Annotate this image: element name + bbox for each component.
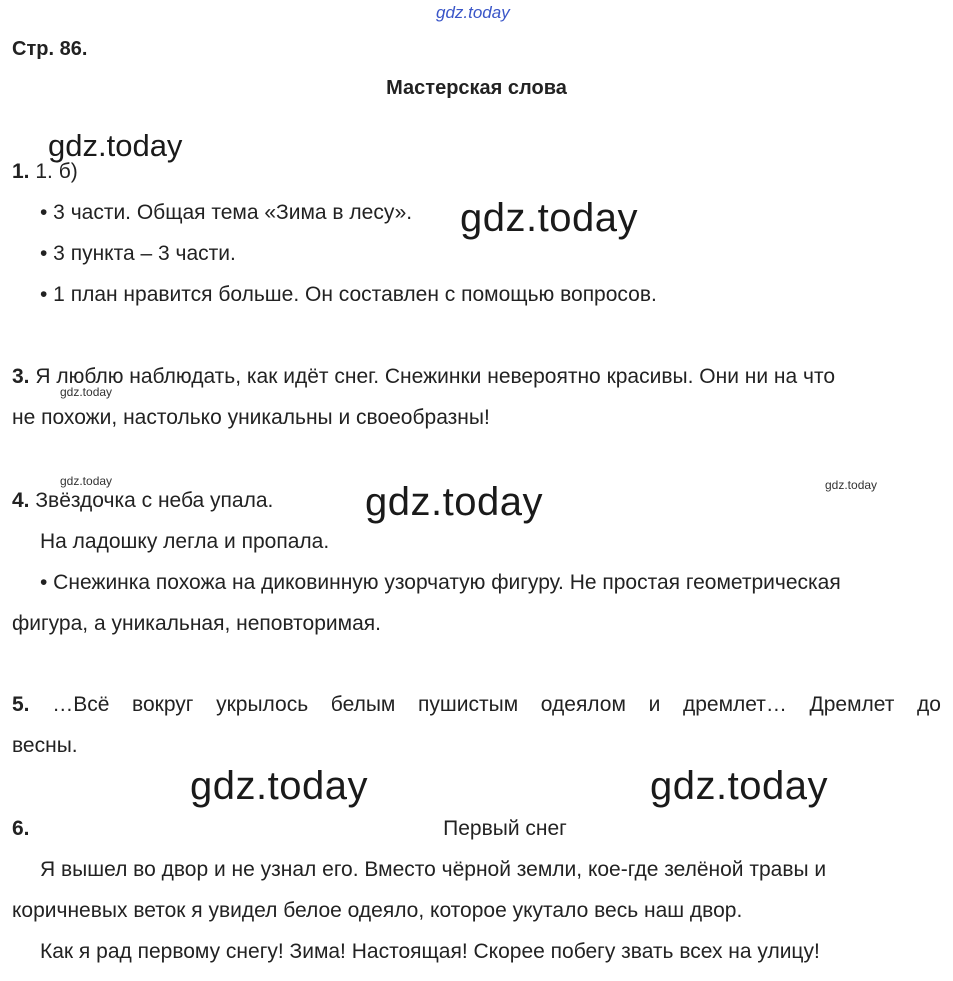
task-3-line: не похожи, настолько уникальны и своеобразны! — [12, 406, 490, 429]
task-4-line: • Снежинка похожа на диковинную узорчатую фигуру. Не простая геометрическая — [40, 571, 841, 594]
task-1-heading — [12, 159, 78, 185]
task-number: 6. — [12, 817, 30, 840]
task-number: 3. — [12, 365, 30, 388]
watermark: gdz.today — [190, 764, 368, 808]
page-title: Мастерская слова — [386, 77, 567, 99]
task-number: 1. — [12, 160, 30, 183]
watermark: gdz.today — [460, 196, 638, 240]
task-5-text: …Всё вокруг укрылось белым пушистым одеялом и дремлет… Дремлет до — [52, 693, 941, 716]
watermark: gdz.today — [365, 480, 543, 524]
task-1-answer: 1. б) — [35, 160, 78, 183]
task-6-line: коричневых веток я увидел белое одеяло, которое укутало весь наш двор. — [12, 899, 743, 922]
watermark-small: gdz.today — [825, 478, 878, 492]
task-4-line — [12, 488, 273, 514]
watermark: gdz.today — [650, 764, 828, 808]
task-6-line: Я вышел во двор и не узнал его. Вместо чёрной земли, кое-где зелёной травы и — [40, 858, 827, 881]
watermark: gdz.today — [48, 128, 183, 163]
task-1-line: • 3 части. Общая тема «Зима в лесу». — [40, 201, 413, 224]
watermark-small: gdz.today — [60, 385, 113, 399]
task-number: 5. — [12, 693, 30, 716]
task-3-line — [12, 364, 835, 390]
task-5-line — [12, 692, 941, 718]
task-5-line: весны. — [12, 734, 78, 757]
task-6-title: Первый снег — [443, 817, 567, 840]
task-4-line: На ладошку легла и пропала. — [40, 530, 330, 553]
task-number: 4. — [12, 489, 30, 512]
task-4-text: Звёздочка с неба упала. — [35, 489, 274, 512]
task-4-line: фигура, а уникальная, неповторимая. — [12, 612, 381, 635]
watermark-top: gdz.today — [436, 3, 510, 22]
page-reference: Стр. 86. — [12, 38, 88, 60]
watermark-small: gdz.today — [60, 474, 113, 488]
task-1-line: • 1 план нравится больше. Он составлен с помощью вопросов. — [40, 283, 657, 306]
task-3-text: Я люблю наблюдать, как идёт снег. Снежинки невероятно красивы. Они ни на что — [35, 365, 836, 388]
task-1-line: • 3 пункта – 3 части. — [40, 242, 236, 265]
task-6-line: Как я рад первому снегу! Зима! Настоящая! Скорее побегу звать всех на улицу! — [40, 940, 820, 963]
